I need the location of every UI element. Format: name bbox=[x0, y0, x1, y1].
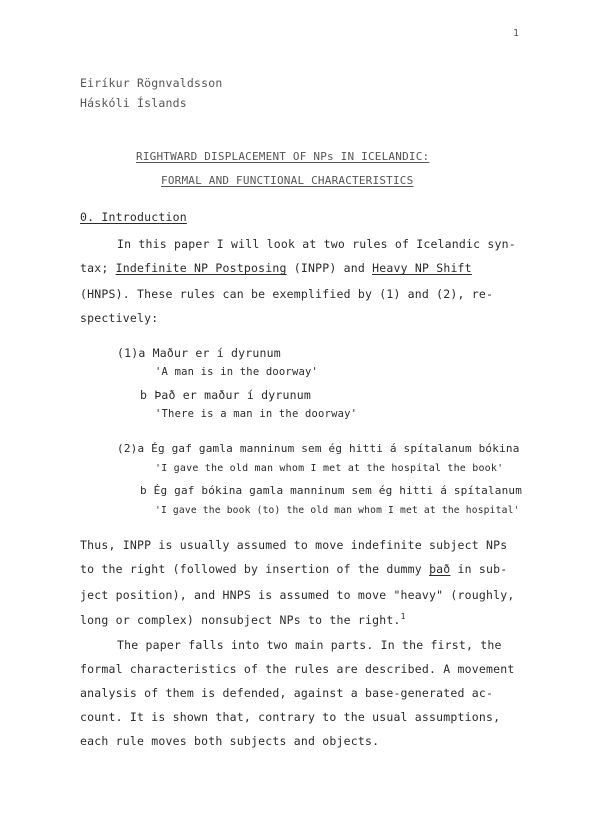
rule-name-hnps: Heavy NP Shift bbox=[372, 261, 472, 275]
example-1a-gloss: 'A man is in the doorway' bbox=[155, 366, 319, 378]
example-2a bbox=[117, 442, 520, 455]
para3-line-1: The paper falls into two main parts. In the first, the bbox=[117, 638, 502, 652]
intro-line-3: (HNPS). These rules can be exemplified by (1) and (2), re- bbox=[80, 287, 494, 301]
para2-line-2-pre: to the right (followed by insertion of the dummy bbox=[80, 562, 430, 576]
paper-title-line-2: FORMAL AND FUNCTIONAL CHARACTERISTICS bbox=[161, 174, 414, 187]
para2-line-2-post: in sub- bbox=[450, 562, 508, 576]
example-label: (1)a bbox=[117, 346, 146, 360]
footnote-marker: 1 bbox=[400, 612, 406, 621]
paper-title-line-1: RIGHTWARD DISPLACEMENT OF NPs IN ICELANDIC: bbox=[136, 150, 430, 163]
example-1b bbox=[140, 388, 311, 402]
example-label: (2)a bbox=[117, 442, 145, 455]
example-2b-gloss: 'I gave the book (to) the old man whom I met at the hospital' bbox=[155, 505, 520, 516]
example-label: b bbox=[140, 388, 148, 402]
example-text: Maður er í dyrunum bbox=[152, 346, 281, 360]
example-text: Ég gaf gamla manninum sem ég hitti á spítalanum bókina bbox=[151, 442, 520, 455]
intro-line-1: In this paper I will look at two rules of Icelandic syn- bbox=[117, 237, 516, 251]
example-2b bbox=[140, 484, 522, 497]
intro-line-2-pre: tax; bbox=[80, 261, 116, 275]
example-1a bbox=[117, 346, 281, 360]
para2-line-4 bbox=[80, 612, 406, 627]
rule-name-inpp: Indefinite NP Postposing bbox=[115, 261, 287, 275]
example-2a-gloss: 'I gave the old man whom I met at the hospital the book' bbox=[155, 463, 504, 474]
page-number: 1 bbox=[513, 28, 520, 39]
para3-line-2: formal characteristics of the rules are described. A movement bbox=[80, 662, 515, 676]
para3-line-3: analysis of them is defended, against a base-generated ac- bbox=[80, 686, 494, 700]
para3-line-4: count. It is shown that, contrary to the usual assumptions, bbox=[80, 710, 501, 724]
para2-line-4-text: long or complex) nonsubject NPs to the right. bbox=[80, 612, 401, 627]
para2-line-1: Thus, INPP is usually assumed to move indefinite subject NPs bbox=[80, 538, 508, 552]
para2-line-2 bbox=[80, 562, 507, 576]
example-text: Ég gaf bókina gamla manninum sem ég hitti á spítalanum bbox=[153, 484, 523, 497]
example-text: Það er maður í dyrunum bbox=[154, 388, 311, 402]
intro-line-4: spectively: bbox=[80, 311, 159, 325]
author-name: Eiríkur Rögnvaldsson bbox=[80, 76, 223, 90]
para3-line-5: each rule moves both subjects and objects. bbox=[80, 734, 380, 748]
dummy-word: það bbox=[429, 562, 451, 576]
example-1b-gloss: 'There is a man in the doorway' bbox=[155, 408, 358, 420]
section-heading: 0. Introduction bbox=[80, 210, 187, 224]
para2-line-3: ject position), and HNPS is assumed to move "heavy" (roughly, bbox=[80, 588, 515, 602]
author-affiliation: Háskóli Íslands bbox=[80, 96, 187, 110]
intro-line-2-mid: (INPP) and bbox=[286, 261, 373, 275]
intro-line-2 bbox=[80, 261, 472, 275]
example-label: b bbox=[140, 484, 147, 497]
